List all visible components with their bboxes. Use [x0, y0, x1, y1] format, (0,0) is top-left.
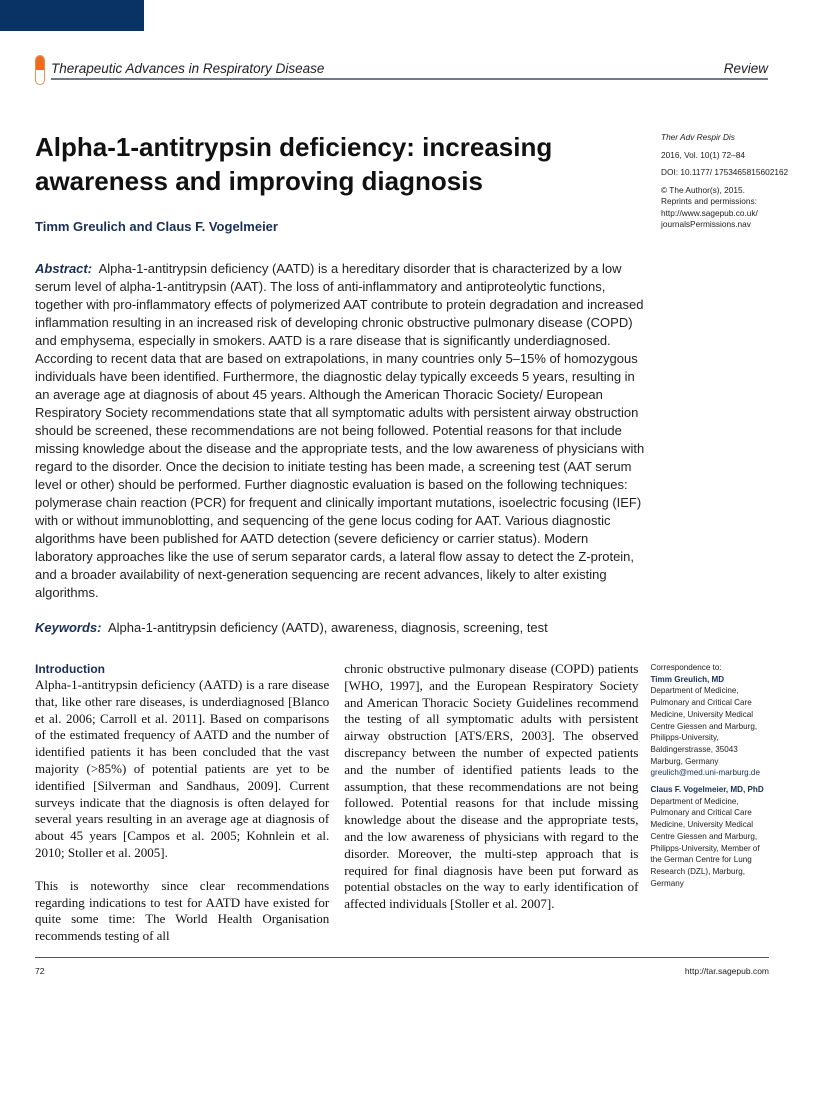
abstract-label: Abstract:: [35, 261, 93, 276]
reprints[interactable]: Reprints and permissions: http://www.sagepub.co.uk/ journalsPermissions.nav: [661, 196, 758, 229]
keywords-text: Alpha-1-antitrypsin deficiency (AATD), awareness, diagnosis, screening, test: [107, 620, 548, 635]
body-columns: [35, 661, 769, 945]
paragraph: Alpha-1-antitrypsin deficiency (AATD) is a rare disease that, like other rare diseases, is underdiagnosed [Blanco et al. 2006; Carroll et al. 2011]. Based on comparisons of the estimated frequency of AATD and the number of identified patients it has been concluded that the vast majority (>85%) of potential patients are yet to be identified [Silverman and Sandhaus, 2009]. Current surveys indicate that the diagnosis is often delayed for several years resulting in an average age at diagnosis of about 45 years [Campos et al. 2005; Kohnlein et al. 2010; Stoller et al. 2005].: [35, 677, 330, 860]
author1-affiliation: Department of Medicine, Pulmonary and Critical Care Medicine, University Medical Centre Giessen and Marburg, Philipps-University, Baldingerstrasse, 35043 Marburg, Germany: [650, 686, 758, 766]
body-column-right: [344, 661, 638, 913]
section-heading: Introduction: [35, 662, 105, 676]
abstract: [35, 260, 645, 602]
page-number: 72: [35, 965, 45, 976]
body-column-left: [35, 661, 329, 945]
journal-title: Therapeutic Advances in Respiratory Disease: [51, 61, 325, 76]
journal-header: [35, 55, 768, 81]
header-rule: [51, 78, 768, 80]
author1-email[interactable]: greulich@med.uni-marburg.de: [650, 768, 760, 778]
paragraph: chronic obstructive pulmonary disease (COPD) patients [WHO, 1997], and the European Respiratory Society and American Thoracic Society Guidelines recommend the testing of all symptomatic adults with persistent airway obstruction [ATS/ERS, 2003]. The observed discrepancy between the number of expected patients and the number of identified patients leads to the assumption, that these recommendations are not being followed. Potential reasons for that include missing knowledge about the disease and the appropriate tests, and the low awareness of physicians with regard to the disorder. Moreover, the multi-step approach that is required for final diagnosis have been put forward as potential obstacles on the way to early identification of affected individuals [Stoller et al. 2007].: [344, 661, 639, 912]
abstract-text: Alpha-1-antitrypsin deficiency (AATD) is a hereditary disorder that is characterized by a low serum level of alpha-1-antitrypsin (AAT). The loss of anti-inflammatory and antiproteolytic functions, together with pro-inflammatory effects of polymerized AAT contribute to protein degradation and increased inflammation resulting in an increased risk of developing chronic obstructive pulmonary disease (COPD) and emphysema, especially in smokers. AATD is a rare disease that is significantly underdiagnosed. According to recent data that are based on extrapolations, in many countries only 5–15% of homozygous individuals have been identified. Furthermore, the diagnostic delay typically exceeds 5 years, resulting in an average age at diagnosis of about 45 years. Although the American Thoracic Society/ European Respiratory Society recommendations state that all symptomatic adults with persistent airway obstruction should be screened, these recommendations are not being followed. Potential reasons for that include missing knowledge about the disease and the appropriate tests, and the low awareness of physicians with regard to the disorder. Once the decision to initiate testing has been made, a screening test (AAT serum level or other) should be performed. Further diagnostic evaluation is based on the following techniques: polymerase chain reaction (PCR) for frequent and clinically important mutations, isoelectric focusing (IEF) with or without immunoblotting, and sequencing of the gene locus coding for AAT. Various diagnostic algorithms have been published for AATD detection (severe deficiency or carrier status). Modern laboratory approaches like the use of serum separator cards, a lateral flow assay to detect the Z-protein, and a broader availability of next-generation sequencing are recent advances, likely to alter existing algorithms.: [35, 261, 645, 600]
page-footer: [35, 957, 769, 982]
correspondence: [651, 662, 769, 889]
journal-abbrev: Ther Adv Respir Dis: [661, 132, 735, 142]
keywords-label: Keywords:: [35, 620, 102, 635]
article-type: Review: [723, 61, 768, 76]
journal-color-bar: [0, 0, 144, 31]
copyright: © The Author(s), 2015.: [661, 184, 745, 195]
keywords: [35, 619, 769, 637]
paragraph: This is noteworthy since clear recommendations regarding indications to test for AATD have existed for quite some time: The World Health Organisation recommends testing of all: [35, 877, 330, 944]
volume-info: 2016, Vol. 10(1) 72–84: [661, 149, 745, 160]
authors: Timm Greulich and Claus F. Vogelmeier: [35, 219, 278, 234]
article-title: Alpha-1-antitrypsin deficiency: increasing awareness and improving diagnosis: [35, 132, 553, 196]
author2-affiliation: Department of Medicine, Pulmonary and Critical Care Medicine, University Medical Centre Giessen and Marburg, Philipps-University, Member of the German Centre for Lung Research (DZL), Marburg, Germany: [650, 796, 760, 888]
author1-name: Timm Greulich, MD: [650, 674, 725, 684]
article-meta: [661, 132, 821, 237]
correspondence-label: Correspondence to:: [650, 663, 722, 672]
journal-logo-icon: [35, 55, 45, 85]
doi[interactable]: DOI: 10.1177/ 1753465815602162: [661, 167, 789, 177]
author2-name: Claus F. Vogelmeier, MD, PhD: [650, 785, 764, 795]
article-flow: [35, 260, 769, 982]
journal-url[interactable]: http://tar.sagepub.com: [684, 965, 769, 976]
